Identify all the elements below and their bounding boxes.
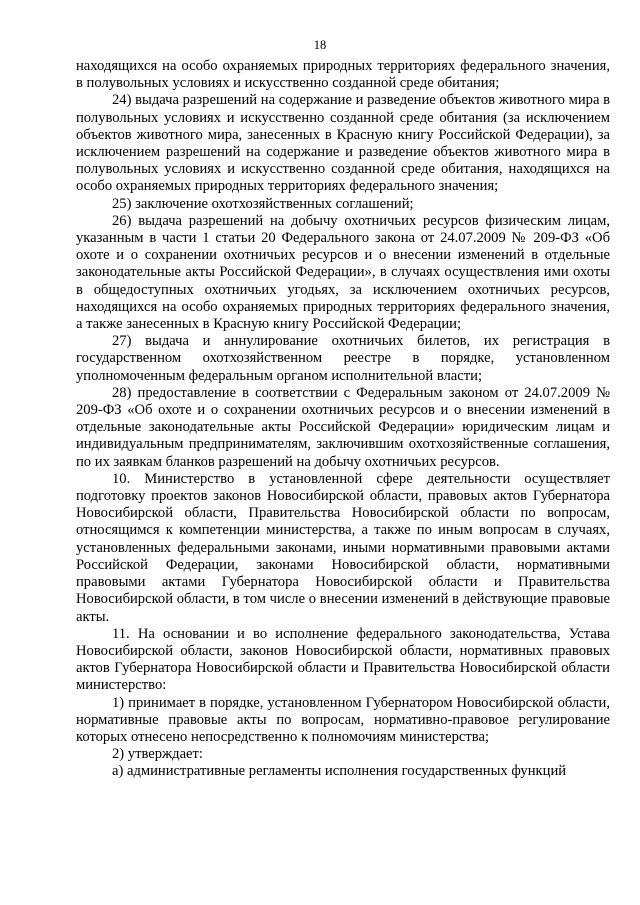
paragraph-item-28: 28) предоставление в соответствии с Федеральным законом от 24.07.2009 № 209-ФЗ «Об охоте и о сохранении охотничьих ресурсов и о внесении изменений в отдельные законодательные акты Российской Федерации» юридическим лицам и индивидуальным предпринимателям, заключившим охотхозяйственные соглашения, по их заявкам бланков разрешений на добычу охотничьих ресурсов.: [76, 384, 610, 470]
paragraph-subitem-1: 1) принимает в порядке, установленном Губернатором Новосибирской области, нормативные правовые акты по вопросам, нормативно-правовое регулирование которых отнесено непосредственно к полномочиям министерства;: [76, 694, 610, 745]
document-body: [76, 58, 610, 781]
paragraph-item-25: 25) заключение охотхозяйственных соглашений;: [112, 195, 414, 212]
paragraph-item-24: 24) выдача разрешений на содержание и разведение объектов животного мира в полувольных условиях и искусственно созданной среде обитания (за исключением объектов животного мира, занесенных в Красную книгу Российской Федерации), за исключением разрешений на содержание и разведение объектов животного мира в полувольных условиях и искусственно созданной среде обитания, находящихся на особо охраняемых природных территориях федерального значения;: [76, 92, 610, 195]
paragraph-continuation: находящихся на особо охраняемых природных территориях федерального значения, в полувольных условиях и искусственно созданной среде обитания;: [76, 58, 610, 92]
paragraph-item-26: 26) выдача разрешений на добычу охотничьих ресурсов физическим лицам, указанным в части 1 статьи 20 Федерального закона от 24.07.2009 № 209-ФЗ «Об охоте и о сохранении охотничьих ресурсов и о внесении изменений в отдельные законодательные акты Российской Федерации», в случаях осуществления ими охоты в общедоступных охотничьих угодьях, за исключением охотничьих ресурсов, находящихся на особо охраняемых природных территориях федерального значения, а также занесенных в Красную книгу Российской Федерации;: [76, 212, 610, 333]
paragraph-subitem-a: а) административные регламенты исполнения государственных функций: [112, 763, 567, 780]
paragraph-section-11: 11. На основании и во исполнение федерального законодательства, Устава Новосибирской области, законов Новосибирской области, нормативных правовых актов Губернатора Новосибирской области и Правительства Новосибирской области министерство:: [76, 625, 610, 694]
paragraph-subitem-2: 2) утверждает:: [112, 746, 203, 763]
page-number: 18: [313, 38, 327, 52]
paragraph-item-27: 27) выдача и аннулирование охотничьих билетов, их регистрация в государственном охотхозяйственном реестре в порядке, установленном уполномоченным федеральным органом исполнительной власти;: [76, 333, 610, 384]
paragraph-section-10: 10. Министерство в установленной сфере деятельности осуществляет подготовку проектов законов Новосибирской области, правовых актов Губернатора Новосибирской области, Правительства Новосибирской области по вопросам, относящимся к компетенции министерства, а также по иным вопросам в случаях, установленных федеральными законами, иными нормативными правовыми актами Российской Федерации, законами Новосибирской области, нормативными правовыми актами Губернатора Новосибирской области и Правительства Новосибирской области, в том числе о внесении изменений в действующие правовые акты.: [76, 470, 610, 625]
